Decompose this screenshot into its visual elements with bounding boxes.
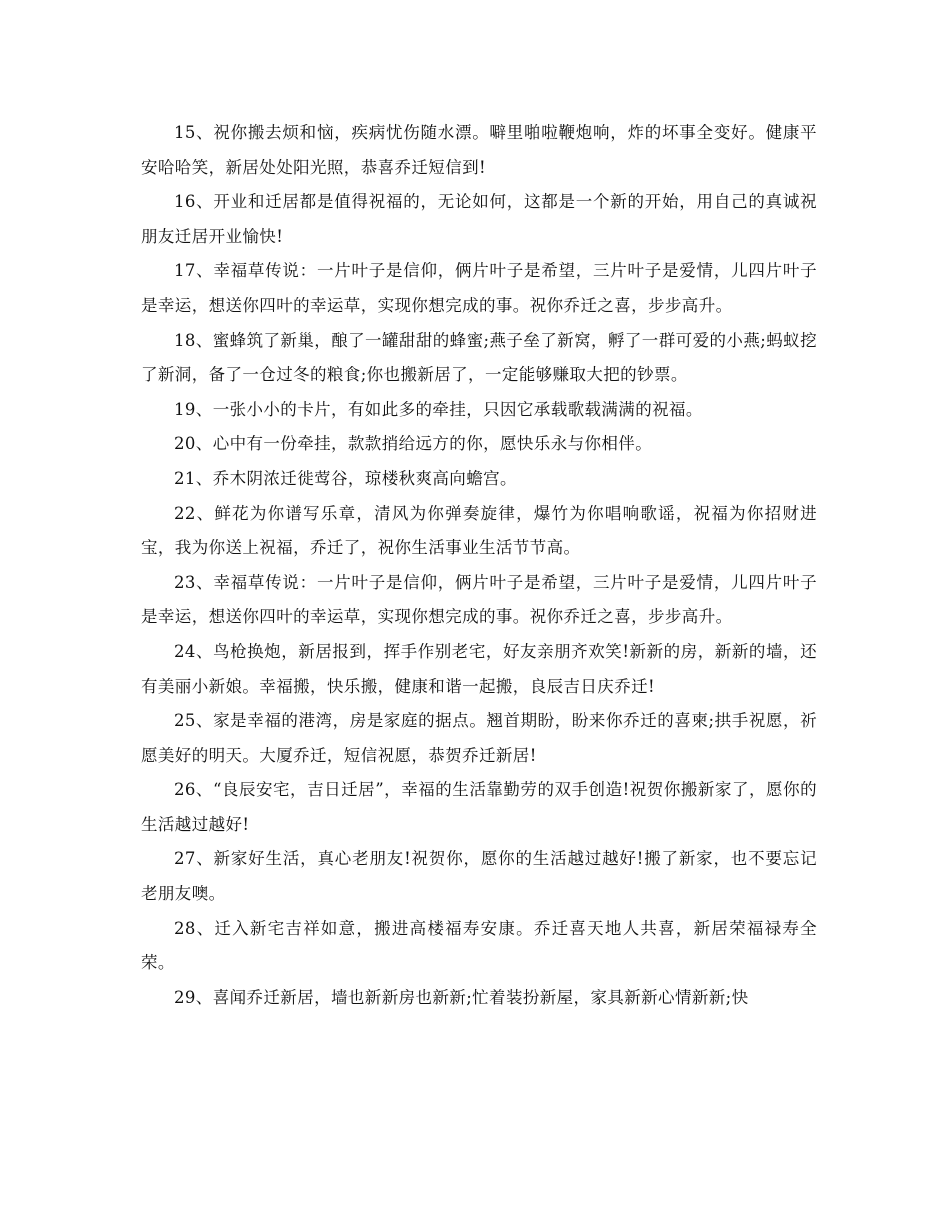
paragraph-28: 28、迁入新宅吉祥如意，搬进高楼福寿安康。乔迁喜天地人共喜，新居荣福禄寿全荣。: [141, 918, 817, 973]
paragraph-18: 18、蜜蜂筑了新巢，酿了一罐甜甜的蜂蜜;燕子垒了新窝，孵了一群可爱的小燕;蚂蚁挖了新洞，备了一仓过冬的粮食;你也搬新居了，一定能够赚取大把的钞票。: [141, 330, 817, 385]
paragraph-20: 20、心中有一份牵挂，款款捎给远方的你，愿快乐永与你相伴。: [174, 434, 653, 454]
paragraph-23: 23、幸福草传说：一片叶子是信仰，俩片叶子是希望，三片叶子是爱情，儿四片叶子是幸运，想送你四叶的幸运草，实现你想完成的事。祝你乔迁之喜，步步高升。: [141, 572, 817, 627]
paragraph-27: 27、新家好生活，真心老朋友!祝贺你，愿你的生活越过越好!搬了新家，也不要忘记老朋友噢。: [141, 849, 817, 904]
paragraph-25: 25、家是幸福的港湾，房是家庭的据点。翘首期盼，盼来你乔迁的喜柬;拱手祝愿，祈愿美好的明天。大厦乔迁，短信祝愿，恭贺乔迁新居!: [141, 711, 817, 765]
paragraph-26: 26、“良辰安宅，吉日迁居”，幸福的生活靠勤劳的双手创造!祝贺你搬新家了，愿你的生活越过越好!: [141, 780, 817, 834]
paragraph-15: 15、祝你搬去烦和恼，疾病忧伤随水漂。噼里啪啦鞭炮响，炸的坏事全变好。健康平安哈哈笑，新居处处阳光照，恭喜乔迁短信到!: [141, 123, 817, 177]
paragraph-19: 19、一张小小的卡片，有如此多的牵挂，只因它承载歌载满满的祝福。: [174, 399, 703, 419]
paragraph-22: 22、鲜花为你谱写乐章，清风为你弹奏旋律，爆竹为你唱响歌谣，祝福为你招财进宝，我为你送上祝福，乔迁了，祝你生活事业生活节节高。: [141, 503, 817, 558]
paragraph-24: 24、鸟枪换炮，新居报到，挥手作别老宅，好友亲朋齐欢笑!新新的房，新新的墙，还有美丽小新娘。幸福搬，快乐搬，健康和谐一起搬，良辰吉日庆乔迁!: [141, 641, 817, 696]
paragraph-29: 29、喜闻乔迁新居，墙也新新房也新新;忙着装扮新屋，家具新新心情新新;快: [174, 987, 749, 1007]
paragraph-17: 17、幸福草传说：一片叶子是信仰，俩片叶子是希望，三片叶子是爱情，儿四片叶子是幸运，想送你四叶的幸运草，实现你想完成的事。祝你乔迁之喜，步步高升。: [141, 261, 817, 315]
paragraph-21: 21、乔木阴浓迁徙莺谷，琼楼秋爽高向蟾宫。: [174, 468, 517, 488]
paragraph-16: 16、开业和迁居都是值得祝福的，无论如何，这都是一个新的开始，用自己的真诚祝朋友迁居开业愉快!: [141, 192, 817, 246]
document-body: [141, 116, 817, 1015]
